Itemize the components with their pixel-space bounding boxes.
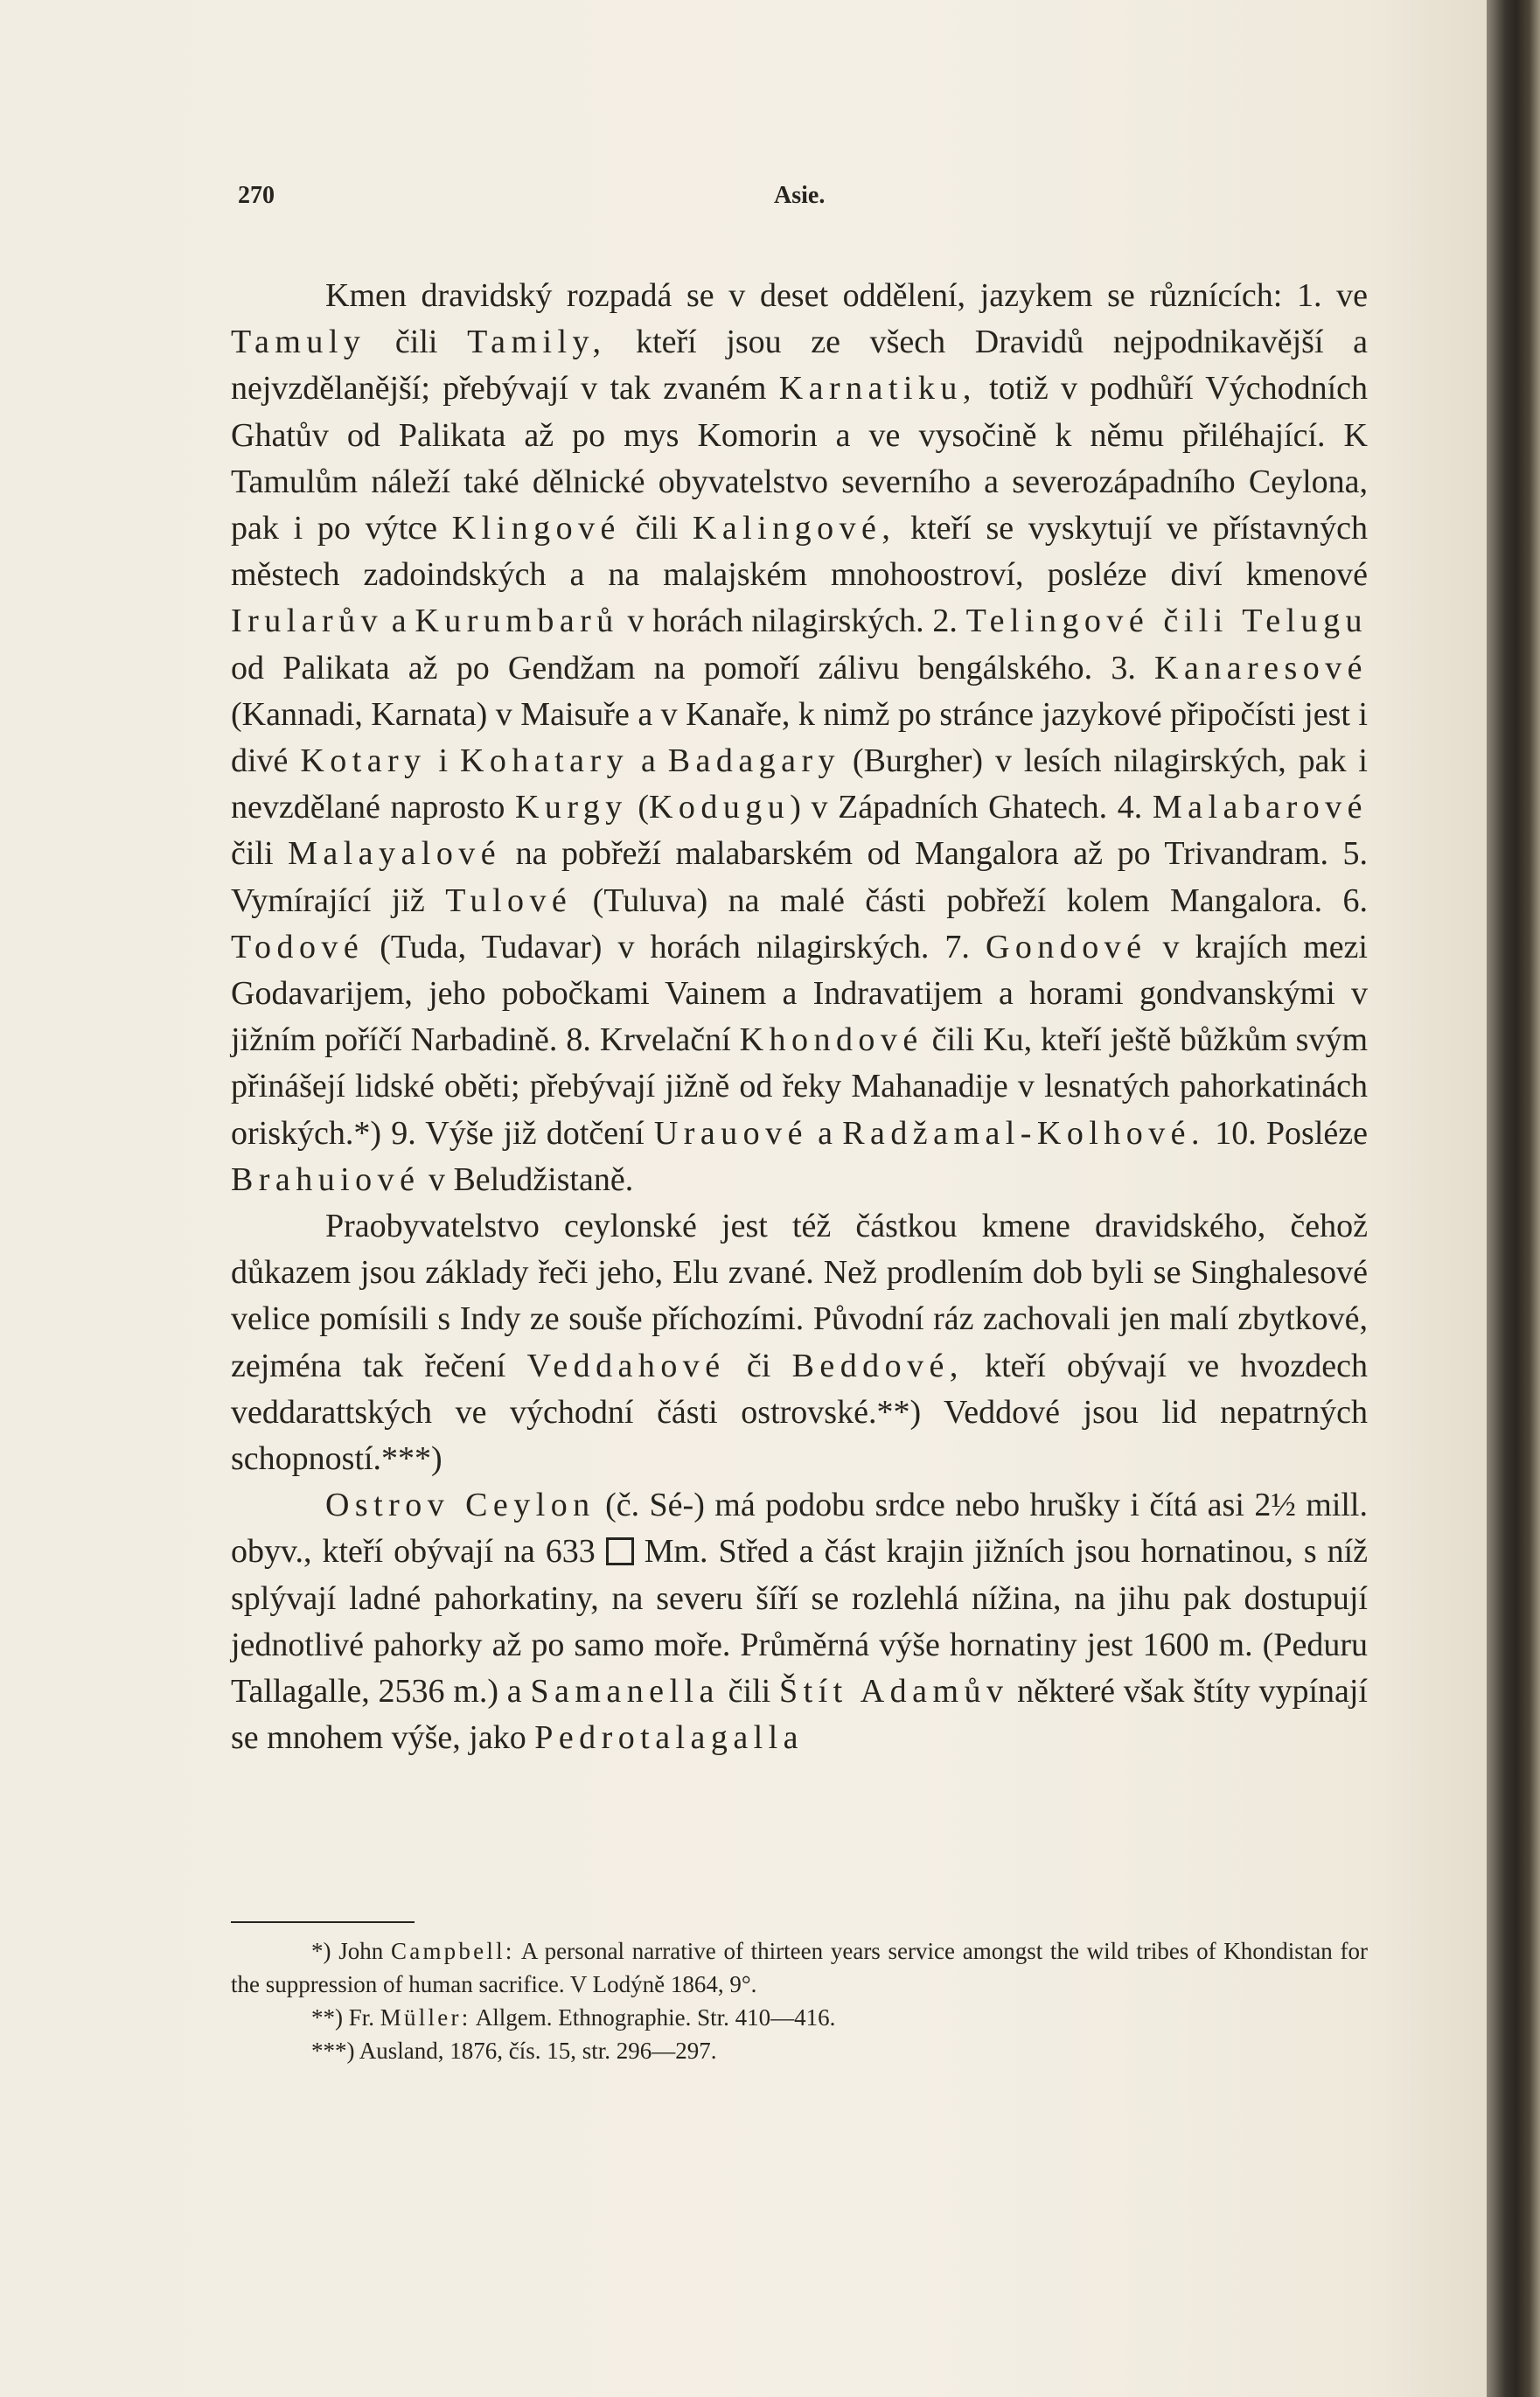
footnote-3: ***) Ausland, 1876, čís. 15, str. 296—297. — [311, 2038, 717, 2064]
footnote-2: **) Fr. Müller: Allgem. Ethnographie. Str. 410—416. — [311, 2004, 836, 2031]
square-icon — [606, 1537, 634, 1565]
main-text — [231, 273, 1368, 1762]
book-spine — [1487, 0, 1540, 2397]
footnote-divider — [231, 1921, 415, 1923]
page-header — [238, 182, 1366, 217]
paragraph-dravidian-tribes: Kmen dravidský rozpadá se v deset oddělení, jazykem se různících: 1. ve Tamuly čili Tamily, kteří jsou ze všech Dravidů nejpodnikavější a nejvzdělanější; přebývají v tak zvaném Karnatiku, totiž v podhůří Východních Ghatův od Palikata až po mys Komorin a ve vysočině k němu přiléhající. K Tamulům náleží také dělnické obyvatelstvo severního a severozápadního Ceylona, pak i po výtce Klingové čili Kalingové, kteří se vyskytují ve přístavných městech zadoindských a na malajském mnohoostroví, posléze diví kmenové Irularův a Kurumbarů v horách nilagirských. 2. Telingové čili Telugu od Palikata až po Gendžam na pomoří zálivu bengálského. 3. Kanaresové (Kannadi, Karnata) v Maisuře a v Kanaře, k nimž po stránce jazykové připočísti jest i divé Kotary i Kohatary a Badagary (Burgher) v lesích nilagirských, pak i nevzdělané naprosto Kurgy (Kodugu) v Západních Ghatech. 4. Malabarové čili Malayalové na pobřeží malabarském od Mangalora až po Trivandram. 5. Vymírající již Tulové (Tuluva) na malé části pobřeží kolem Mangalora. 6. Todové (Tuda, Tudavar) v horách nilagirských. 7. Gondové v krajích mezi Godavarijem, jeho pobočkami Vainem a Indravatijem a horami gondvanskými v jižním poříčí Narbadině. 8. Krvelační Khondové čili Ku, kteří ještě bůžkům svým přinášejí lidské oběti; přebývají jižně od řeky Mahanadije v lesnatých pahorkatinách oriských.*) 9. Výše již dotčení Urauové a Radžamal-Kolhové. 10. Posléze Brahuiové v Beludžistaně. — [231, 277, 1368, 1198]
paragraph-ceylon-island: Ostrov Ceylon (č. Sé-) má podobu srdce nebo hrušky i čítá asi 2½ mill. obyv., kteří obývají na 633 Mm. Střed a část krajin jižních jsou hornatinou, s níž splývají ladné pahorkatiny, na severu šíří se rozlehlá nížina, na jihu pak dostupují jednotlivé pahorky až po samo moře. Průměrná výše hornatiny jest 1600 m. (Peduru Tallagalle, 2536 m.) a Samanella čili Štít Adamův některé však štíty vypínají se mnohem výše, jako Pedrotalagalla — [231, 1487, 1368, 1757]
footnote-1: *) John Campbell: A personal narrative of thirteen years service amongst the wild tribes of Khondistan for the suppression of human sacrifice. V Lodýně 1864, 9°. — [231, 1938, 1368, 1997]
paragraph-ceylon-population: Praobyvatelstvo ceylonské jest též částkou kmene dravidského, čehož důkazem jsou základy řeči jeho, Elu zvané. Než prodlením dob byli se Singhalesové velice pomísili s Indy ze souše příchozími. Původní ráz zachovali jen malí zbytkové, zejména tak řečení Veddahové či Beddové, kteří obývají ve hvozdech veddarattských ve východní části ostrovské.**) Veddové jsou lid nepatrných schopností.***) — [231, 1208, 1368, 1478]
running-title: Asie. — [774, 182, 826, 209]
page-number: 270 — [238, 182, 275, 209]
footnotes — [231, 1934, 1368, 2067]
